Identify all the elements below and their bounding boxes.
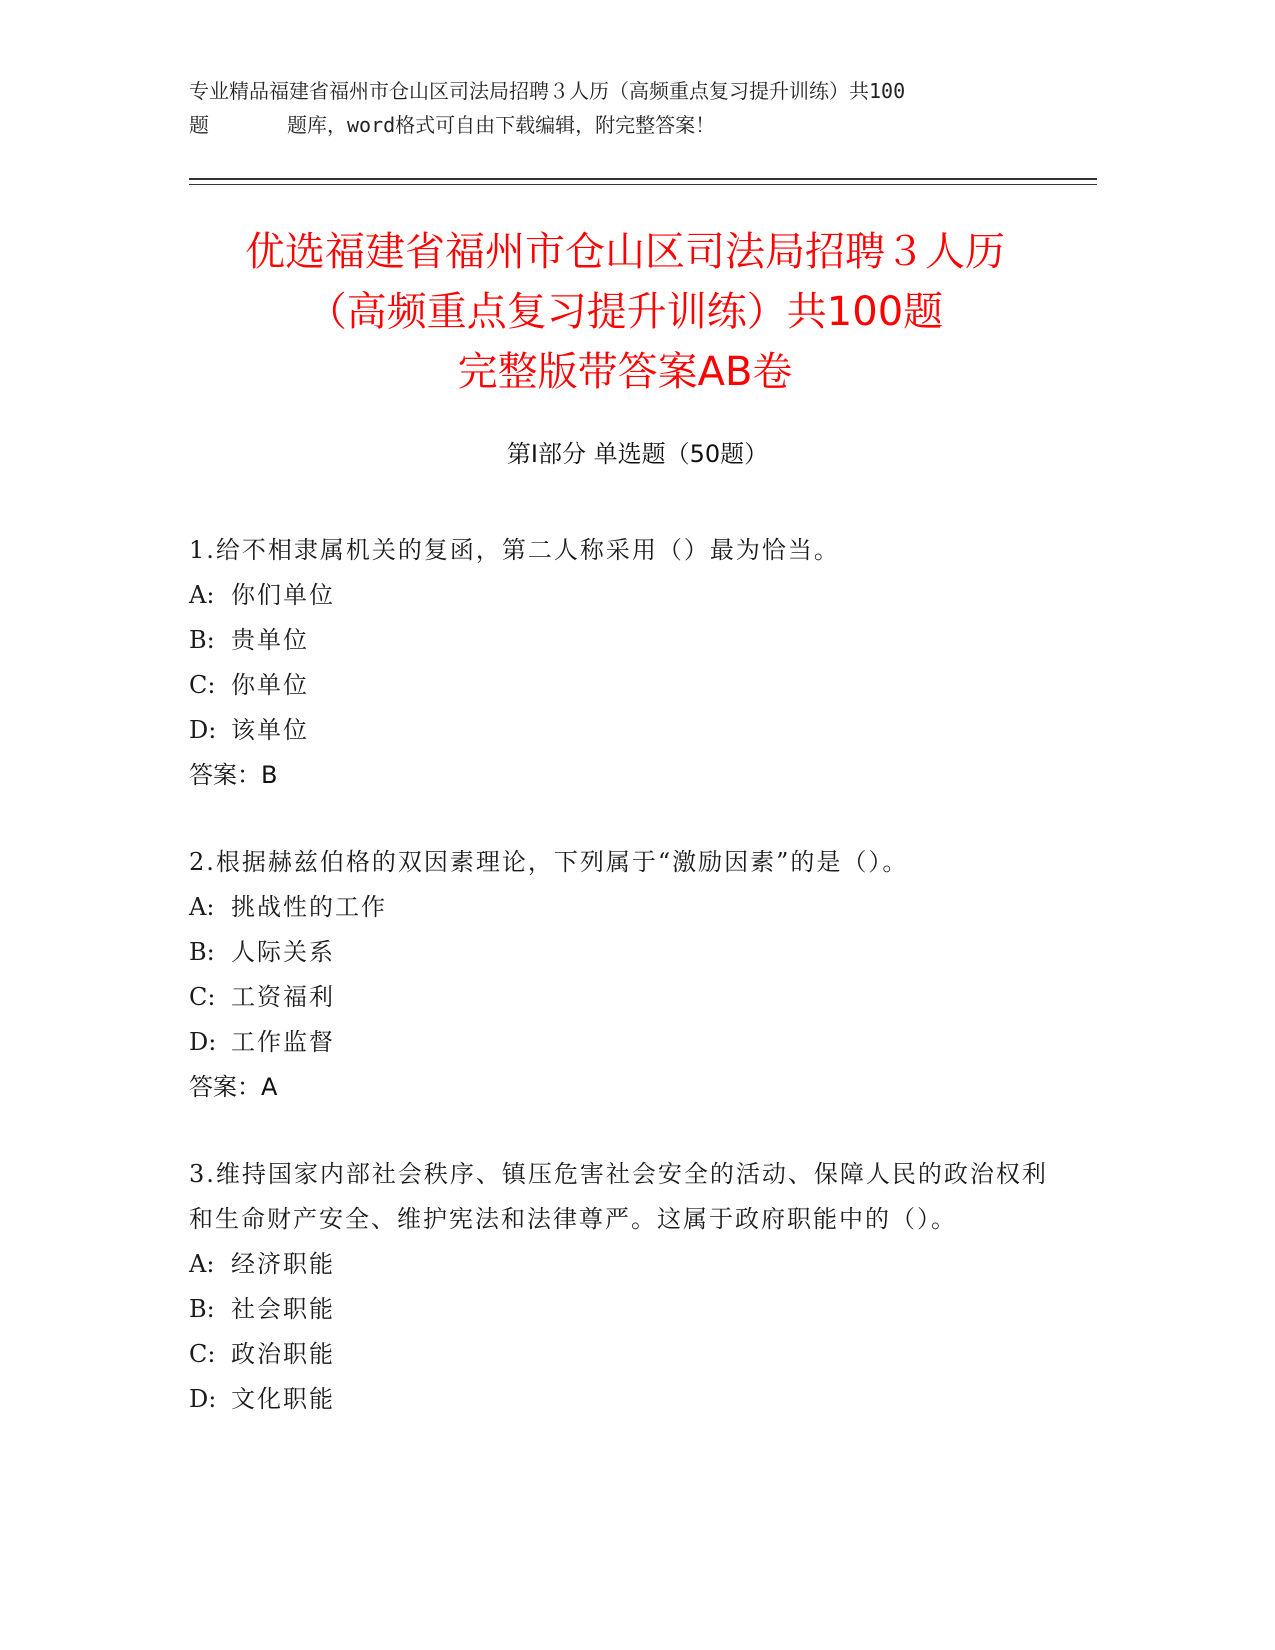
option-key: D: (189, 1028, 217, 1056)
option-key: C: (189, 671, 216, 699)
option-b (189, 618, 1059, 663)
option-text: 文化职能 (231, 1385, 335, 1413)
page-header (189, 74, 1089, 142)
question-2 (189, 840, 1059, 1110)
option-key: B: (189, 938, 215, 966)
question-3 (189, 1152, 1059, 1422)
answer: 答案：B (189, 761, 278, 789)
header-divider-thick (189, 178, 1097, 180)
option-key: B: (189, 1295, 215, 1323)
header-line-2-start: 题 (189, 113, 209, 137)
option-b (189, 1287, 1059, 1332)
question-list (189, 528, 1059, 1464)
option-key: B: (189, 626, 215, 654)
question-text: 3.维持国家内部社会秩序、镇压危害社会安全的活动、保障人民的政治权利和生命财产安全、维护宪法和法律尊严。这属于政府职能中的（）。 (189, 1160, 1048, 1233)
option-key: D: (189, 1385, 217, 1413)
document-title (150, 222, 1100, 402)
option-text: 工作监督 (231, 1028, 335, 1056)
title-line-3: 完整版带答案AB卷 (457, 349, 793, 395)
header-line-2-text: 题库，word格式可自由下载编辑，附完整答案！ (287, 113, 716, 137)
option-text: 工资福利 (231, 983, 335, 1011)
option-d (189, 1020, 1059, 1065)
header-divider-thin (189, 184, 1097, 185)
option-d (189, 708, 1059, 753)
option-text: 政治职能 (231, 1340, 335, 1368)
question-text: 2.根据赫兹伯格的双因素理论，下列属于“激励因素”的是（）。 (189, 848, 909, 876)
option-d (189, 1377, 1059, 1422)
option-key: A: (189, 1250, 215, 1278)
option-text: 经济职能 (231, 1250, 335, 1278)
option-c (189, 1332, 1059, 1377)
option-text: 社会职能 (231, 1295, 335, 1323)
header-line-1: 专业精品福建省福州市仓山区司法局招聘３人历（高频重点复习提升训练）共100 (189, 79, 906, 103)
question-text: 1.给不相隶属机关的复函，第二人称采用（）最为恰当。 (189, 536, 840, 564)
question-1 (189, 528, 1059, 798)
option-text: 该单位 (231, 716, 309, 744)
title-line-1: 优选福建省福州市仓山区司法局招聘３人历 (245, 229, 1005, 275)
option-a (189, 573, 1059, 618)
option-text: 挑战性的工作 (231, 893, 387, 921)
option-a (189, 1242, 1059, 1287)
option-key: D: (189, 716, 217, 744)
option-a (189, 885, 1059, 930)
option-text: 你们单位 (231, 581, 335, 609)
option-key: A: (189, 581, 215, 609)
option-key: C: (189, 1340, 216, 1368)
option-text: 贵单位 (231, 626, 309, 654)
option-text: 你单位 (231, 671, 309, 699)
option-c (189, 663, 1059, 708)
option-key: A: (189, 893, 215, 921)
section-title: 第Ⅰ部分 单选题（50题） (506, 440, 769, 468)
title-line-2: （高频重点复习提升训练）共100题 (306, 289, 944, 335)
option-key: C: (189, 983, 216, 1011)
option-text: 人际关系 (231, 938, 335, 966)
option-b (189, 930, 1059, 975)
header-line-2 (189, 108, 1089, 142)
option-c (189, 975, 1059, 1020)
answer: 答案：A (189, 1073, 278, 1101)
